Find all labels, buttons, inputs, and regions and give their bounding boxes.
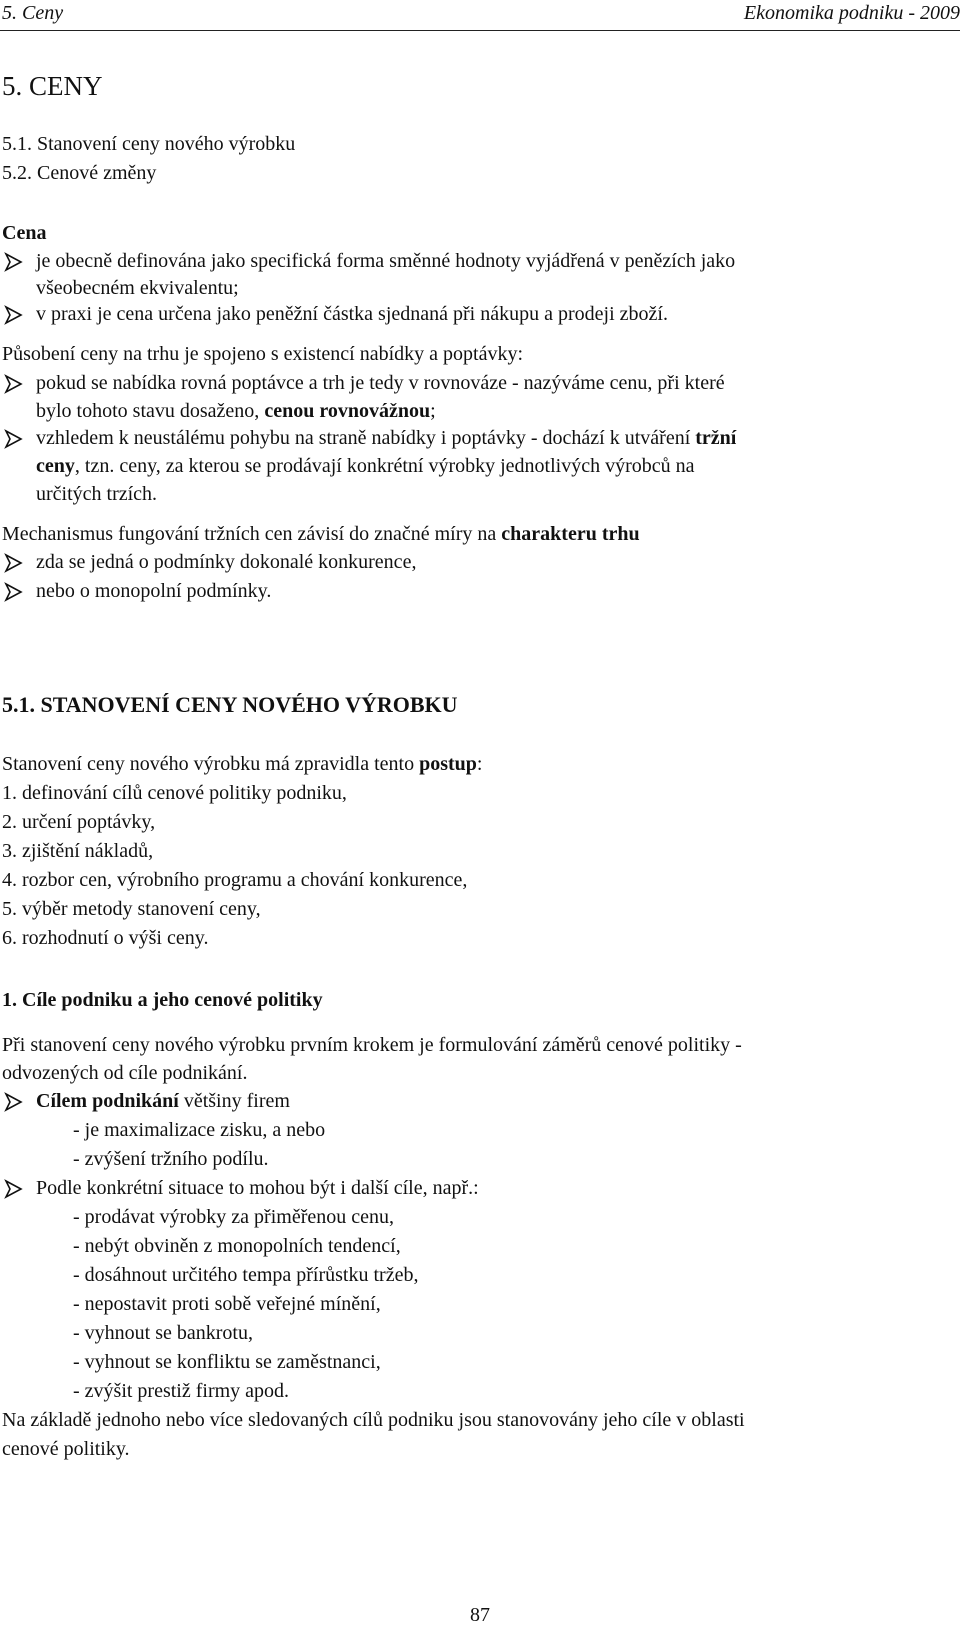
cile-bullet-2: Podle konkrétní situace to mohou být i další cíle, např.: xyxy=(36,1177,479,1199)
header-course: Ekonomika podniku - 2009 xyxy=(743,2,960,24)
bullet-arrow-icon xyxy=(4,1092,24,1112)
cile-paragraph-line-1: Při stanovení ceny nového výrobku prvním krokem je formulování záměrů cenové politiky - xyxy=(2,1034,742,1056)
cile-bullet-2-sub: - vyhnout se bankrotu, xyxy=(73,1322,253,1344)
cile-bullet-1-sub: - je maximalizace zisku, a nebo xyxy=(73,1119,326,1141)
mechanismus-bullet-2: nebo o monopolní podmínky. xyxy=(36,580,272,602)
section-5-1-heading: 5.1. STANOVENÍ CENY NOVÉHO VÝROBKU xyxy=(2,692,458,717)
cile-bullet-2-sub: - nepostavit proti sobě veřejné mínění, xyxy=(73,1293,381,1315)
cena-heading: Cena xyxy=(2,222,47,244)
bullet-arrow-icon xyxy=(4,374,24,394)
header-chapter: 5. Ceny xyxy=(2,2,64,24)
cile-bullet-2-sub: - vyhnout se konfliktu se zaměstnanci, xyxy=(73,1351,381,1373)
page-number: 87 xyxy=(470,1604,490,1626)
bullet-arrow-icon xyxy=(4,252,24,272)
cile-heading: 1. Cíle podniku a jeho cenové politiky xyxy=(2,989,323,1011)
pusobeni-bullet-2-line-2: ceny, tzn. ceny, za kterou se prodávají konkrétní výrobky jednotlivých výrobců na xyxy=(36,455,695,477)
term-equilibrium-price: cenou rovnovážnou xyxy=(264,400,431,422)
cile-paragraph-line-2: odvozených od cíle podnikání. xyxy=(2,1062,248,1084)
cile-bullet-2-sub: - zvýšit prestiž firmy apod. xyxy=(73,1380,290,1402)
cile-bullet-2-sub: - prodávat výrobky za přiměřenou cenu, xyxy=(73,1206,394,1228)
mechanismus-intro: Mechanismus fungování tržních cen závisí do značné míry na charakteru trhu xyxy=(2,523,640,545)
cile-bullet-2-sub: - dosáhnout určitého tempa přírůstku tržeb, xyxy=(73,1264,419,1286)
bullet-arrow-icon xyxy=(4,429,24,449)
bullet-arrow-icon xyxy=(4,305,24,325)
pusobeni-bullet-2-line-3: určitých trzích. xyxy=(36,483,158,505)
cena-bullet-1-line-1: je obecně definována jako specifická forma směnné hodnoty vyjádřená v penězích jako xyxy=(36,250,736,272)
postup-step: 4. rozbor cen, výrobního programu a chování konkurence, xyxy=(2,869,468,891)
bullet-arrow-icon xyxy=(4,553,24,573)
cena-bullet-2: v praxi je cena určena jako peněžní částka sjednaná při nákupu a prodeji zboží. xyxy=(36,303,668,325)
term-business-goal: Cílem podnikání xyxy=(36,1090,179,1112)
cile-bullet-1-sub: - zvýšení tržního podílu. xyxy=(73,1148,269,1170)
pusobeni-bullet-1-line-1: pokud se nabídka rovná poptávce a trh je tedy v rovnováze - nazýváme cenu, při které xyxy=(36,372,725,394)
postup-step: 6. rozhodnutí o výši ceny. xyxy=(2,927,209,949)
toc-item: 5.1. Stanovení ceny nového výrobku xyxy=(2,133,296,155)
mechanismus-bullet-1: zda se jedná o podmínky dokonalé konkurence, xyxy=(36,551,417,573)
cena-bullet-1-line-2: všeobecném ekvivalentu; xyxy=(36,277,239,299)
term-market-character: charakteru trhu xyxy=(501,523,640,545)
bullet-arrow-icon xyxy=(4,582,24,602)
term-procedure: postup xyxy=(419,753,477,775)
term-price: ceny xyxy=(36,455,75,477)
toc-item: 5.2. Cenové změny xyxy=(2,162,157,184)
pusobeni-intro: Působení ceny na trhu je spojeno s existencí nabídky a poptávky: xyxy=(2,343,524,365)
cile-bullet-2-sub: - nebýt obviněn z monopolních tendencí, xyxy=(73,1235,401,1257)
cile-bullet-1: Cílem podnikání většiny firem xyxy=(36,1090,290,1112)
cile-closing-line-2: cenové politiky. xyxy=(2,1438,130,1460)
bullet-arrow-icon xyxy=(4,1179,24,1199)
chapter-title: 5. CENY xyxy=(2,71,103,101)
pusobeni-bullet-2-line-1: vzhledem k neustálému pohybu na straně nabídky i poptávky - dochází k utváření tržní xyxy=(36,427,737,449)
postup-step: 2. určení poptávky, xyxy=(2,811,156,833)
postup-intro: Stanovení ceny nového výrobku má zpravidla tento postup: xyxy=(2,753,483,775)
cile-closing-line-1: Na základě jednoho nebo více sledovaných cílů podniku jsou stanovovány jeho cíle v oblasti xyxy=(2,1409,745,1431)
postup-step: 3. zjištění nákladů, xyxy=(2,840,154,862)
postup-step: 1. definování cílů cenové politiky podniku, xyxy=(2,782,347,804)
pusobeni-bullet-1-line-2: bylo tohoto stavu dosaženo, cenou rovnovážnou; xyxy=(36,400,436,422)
term-market: tržní xyxy=(695,427,737,449)
running-header xyxy=(0,2,960,31)
postup-step: 5. výběr metody stanovení ceny, xyxy=(2,898,261,920)
